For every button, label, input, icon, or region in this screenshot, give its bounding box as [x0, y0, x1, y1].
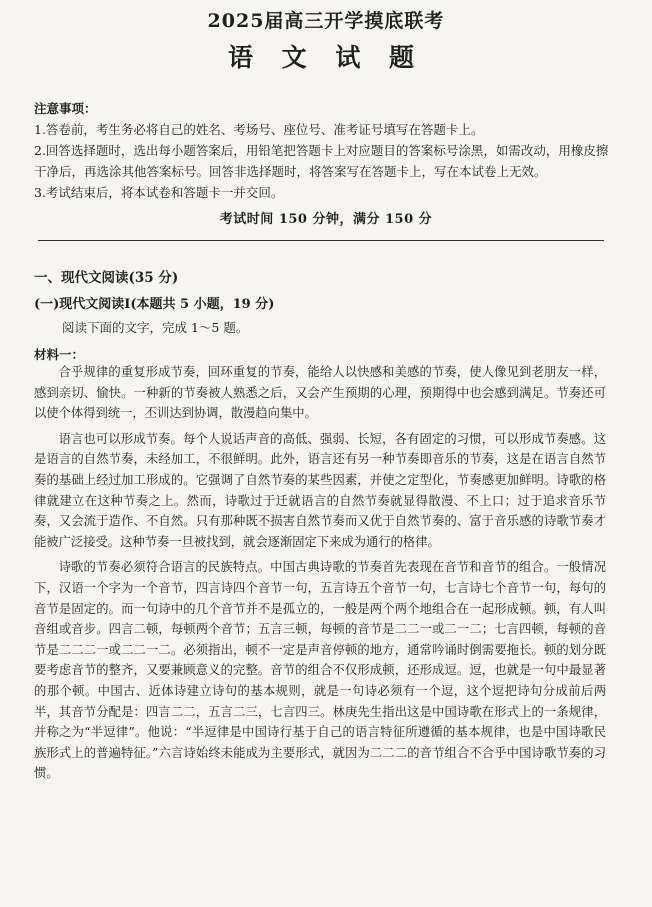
- passage-paragraph: 合乎规律的重复形成节奏，回环重复的节奏，能给人以快感和美感的节奏，使人像见到老朋友一样，感到亲切、愉快。一种新的节奏被人熟悉之后，又会产生预期的心理，预期得中也会感到满足。节奏还可以使个体得到统一，丕训达到协调，散漫趋向集中。: [34, 365, 606, 421]
- exam-title: 2025届高三开学摸底联考: [207, 10, 445, 32]
- sub-section-title: (一)现代文阅读Ⅰ(本题共 5 小题，19 分): [34, 297, 275, 312]
- passage-paragraph: 语言也可以形成节奏。每个人说话声音的高低、强弱、长短，各有固定的习惯，可以形成节奏感。这是语言的自然节奏，未经加工，不很鲜明。此外，语言还有另一种节奏即音乐的节奏，这是在语言自然节奏的基础上经过加工形成的。它强调了自然节奏的某些因素，并使之定型化，节奏感更加鲜明。诗歌的格律就建立在这种节奏之上。然而，诗歌过于迁就语言的自然节奏就显得散漫、不上口；过于追求音乐节奏，又会流于造作、不自然。只有那种既不损害自然节奏而又优于自然节奏的、富于音乐感的诗歌节奏才能被广泛接受。这种节奏一旦被找到，就会逐渐固定下来成为通行的格律。: [34, 431, 606, 549]
- notice-item: 3.考试结束后，将本试卷和答题卡一并交回。: [34, 185, 284, 200]
- notice-item: 1.答卷前，考生务必将自己的姓名、考场号、座位号、准考证号填写在答题卡上。: [34, 122, 484, 137]
- subject-title: 语 文 试 题: [227, 43, 425, 72]
- material-label: 材料一：: [34, 347, 85, 362]
- notice-heading: 注意事项：: [34, 101, 97, 116]
- section-title: 一、现代文阅读(35 分): [34, 270, 179, 286]
- passage-paragraph: 诗歌的节奏必须符合语言的民族特点。中国古典诗歌的节奏首先表现在音节和音节的组合。一般情况下，汉语一个字为一个音节，四言诗四个音节一句，五言诗五个音节一句，七言诗七个音节一句，每句的音节是固定的。而一句诗中的几个音节并不是孤立的，一般是两个两个地组合在一起形成顿。顿，有人叫音组或音步。四言二顿，每顿两个音节；五言三顿，每顿的音节是二二一或二一二；七言四顿，每顿的音节是二二二一或二二一二。必须指出，顿不一定是声音停顿的地方，通常吟诵时倒需要拖长。顿的划分既要考虑音节的整齐，又要兼顾意义的完整。音节的组合不仅形成顿，还形成逗。逗，也就是一句中最显著的那个顿。中国古、近体诗建立诗句的基本规则，就是一句诗必须有一个逗，这个逗把诗句分成前后两半，其音节分配是：四言二二，五言二三，七言四三。林庚先生指出这是中国诗歌在形式上的一条规律，并称之为“半逗律”。他说：“半逗律是中国诗行基于自己的语言特征所遵循的基本规律，也是中国诗歌民族形式上的普遍特征。”六言诗始终未能成为主要形式，就因为二二二的音节组合不合乎中国诗歌节奏的习惯。: [34, 560, 606, 781]
- divider: [38, 240, 604, 241]
- reading-instruction: 阅读下面的文字，完成 1～5 题。: [62, 320, 249, 335]
- reading-passage: [34, 362, 606, 789]
- exam-time-line: 考试时间 150 分钟，满分 150 分: [219, 212, 433, 227]
- notice-item: 2.回答选择题时，选出每小题答案后，用铅笔把答题卡上对应题目的答案标号涂黑，如需改动，用橡皮擦干净后，再选涂其他答案标号。回答非选择题时，将答案写在答题卡上，写在本试卷上无效。: [34, 143, 609, 179]
- notice-block: [34, 98, 614, 203]
